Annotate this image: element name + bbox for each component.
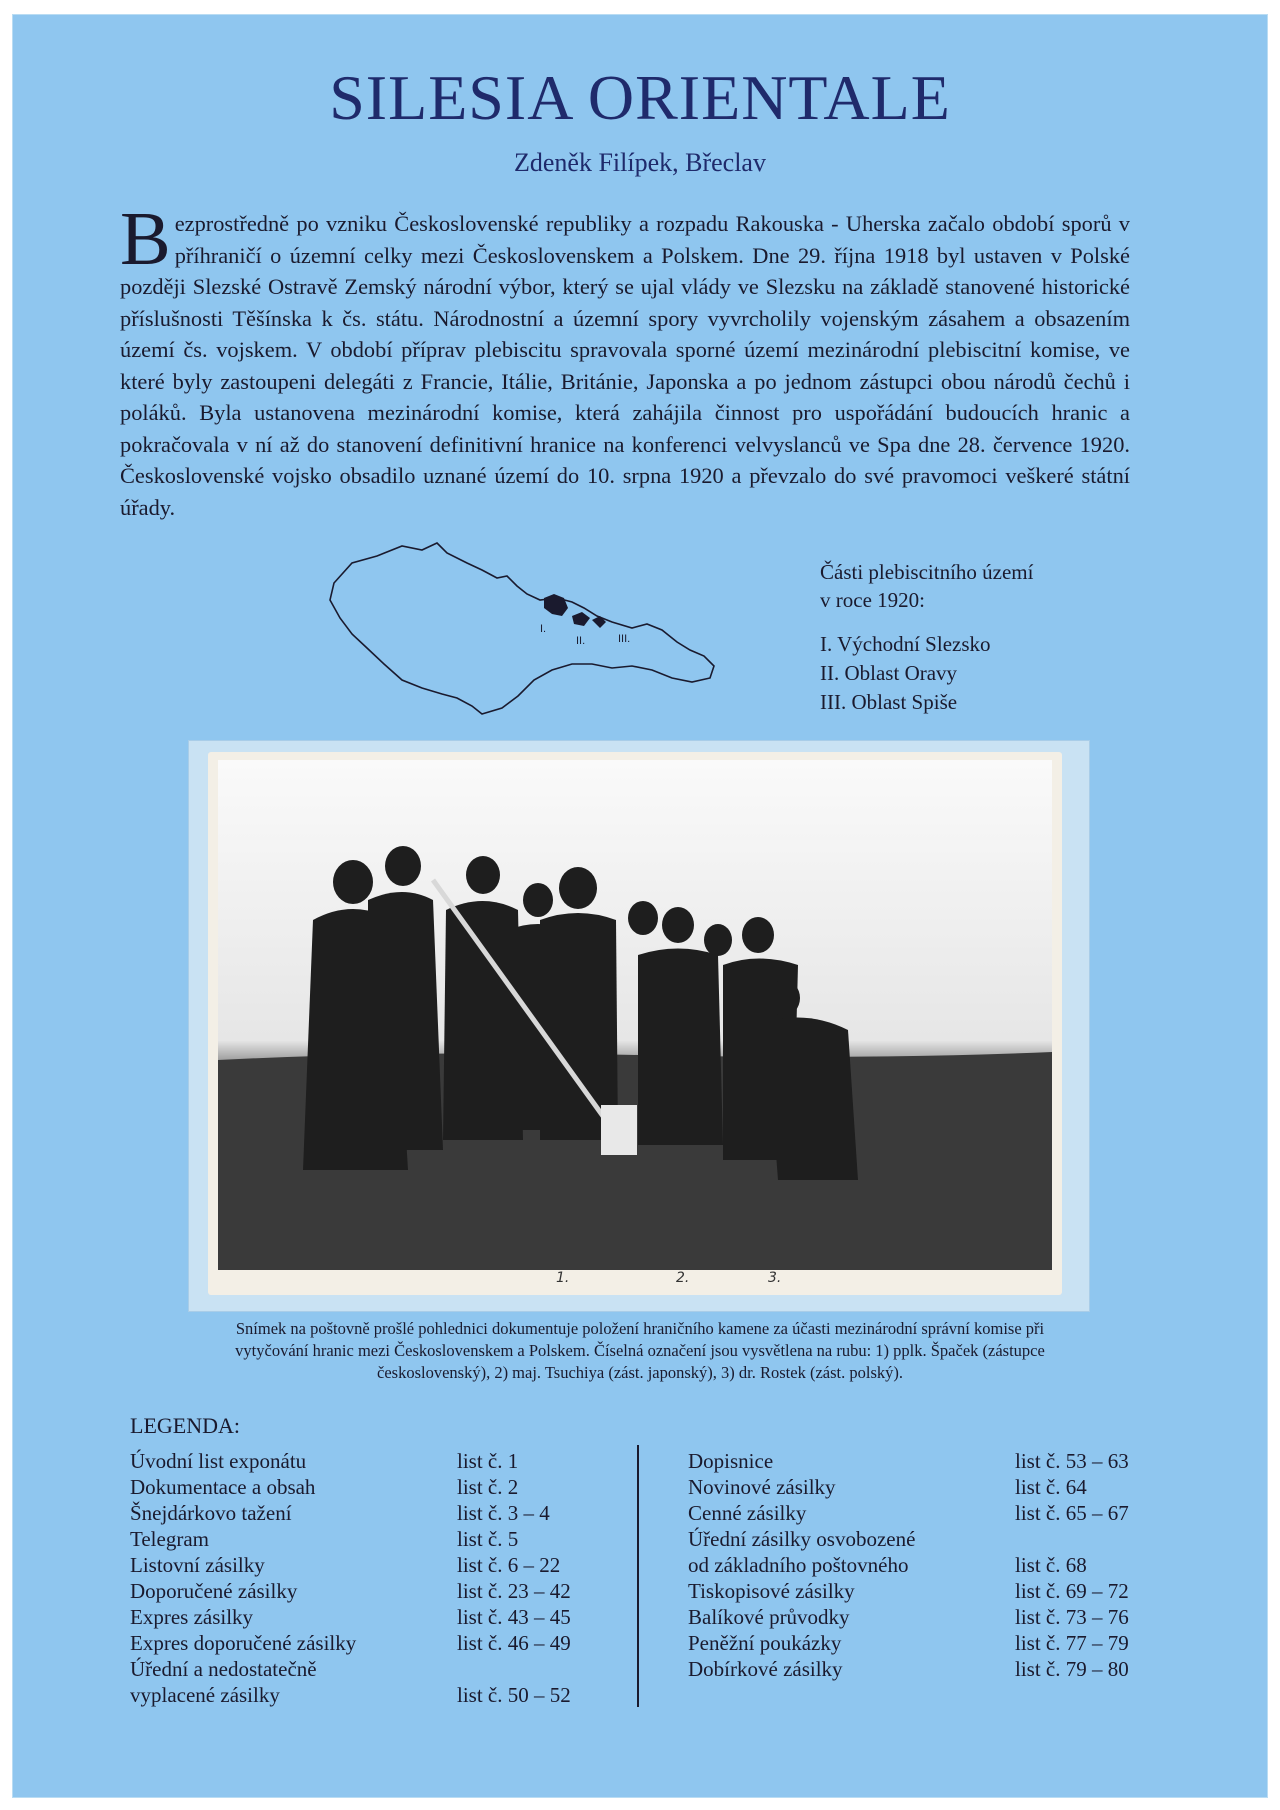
map-label-ii: II. [576,635,586,647]
legend-row [130,1656,571,1682]
legend-item-name: Balíkové průvodky [688,1605,850,1629]
region-ii-shape [572,612,590,626]
legend-item-sheet: list č. 5 [457,1527,519,1551]
legend-item-sheet: list č. 68 [1015,1553,1087,1577]
photo-number: 3. [768,1270,782,1286]
legend-item-name: Expres zásilky [130,1605,254,1629]
legend-row [130,1448,571,1474]
legend-item-sheet: list č. 1 [457,1449,519,1473]
legend-item-sheet: list č. 3 – 4 [457,1501,550,1525]
photo-number: 2. [676,1270,690,1286]
legend-right-column [688,1448,1129,1682]
legend-item-sheet: list č. 50 – 52 [457,1683,571,1707]
map-area-item: I. Východní Slezsko [820,632,991,656]
map-caption-title: Části plebiscitního území [820,560,1034,584]
legend-row [688,1578,1129,1604]
legend-row [130,1500,571,1526]
legend-item-name: Doporučené zásilky [130,1579,298,1603]
legend-item-sheet: list č. 73 – 76 [1015,1605,1129,1629]
legend-item-sheet: list č. 65 – 67 [1015,1501,1129,1525]
author-line: Zdeněk Filípek, Břeclav [514,148,766,177]
legend-row [130,1682,571,1708]
legend-item-name: Šnejdárkovo tažení [130,1501,292,1525]
photo-image [218,760,1052,1270]
legend-item-sheet: list č. 53 – 63 [1015,1449,1129,1473]
legend-item-name: Cenné zásilky [688,1501,807,1525]
legend-row [688,1474,1129,1500]
legend-item-sheet: list č. 6 – 22 [457,1553,561,1577]
legend-item-sheet: list č. 79 – 80 [1015,1657,1129,1681]
legend-row [688,1630,1129,1656]
map-legend [820,558,1100,717]
legend-item-name: Tiskopisové zásilky [688,1579,855,1603]
legend-row [130,1578,571,1604]
legend-left-column [130,1448,571,1708]
intro-text: ezprostředně po vzniku Československé republiky a rozpadu Rakouska - Uherska začalo období sporů v příhraničí o územní celky mezi Československem a Polskem. Dne 29. října 1918 byl ustaven v Polské později Slezské Ostravě Zemský národní výbor, který se ujal vlády ve Slezsku na základě stanovené historické příslušnosti Těšínska k čs. státu. Národnostní a územní spory vyvrcholily vojenským zásahem a obsazením území čs. vojskem. V období příprav plebiscitu spravovala sporné území mezinárodní plebiscitní komise, ve které byly zastoupeni delegáti z Francie, Itálie, Británie, Japonska a po jednom zástupci obou národů čechů i poláků. Byla ustanovena mezinárodní komise, která zahájila činnost pro uspořádání budoucích hranic a pokračovala v ní až do stanovení definitivní hranice na konferenci velvyslanců ve Spa dne 28. července 1920. Československé vojsko obsadilo uznané území do 10. srpna 1920 a převzalo do své pravomoci veškeré státní úřady. [120,211,1130,520]
photo-number-strip [208,1270,1062,1290]
legend-item-sheet: list č. 69 – 72 [1015,1579,1129,1603]
map-label-i: I. [540,623,547,635]
legend-item-sheet: list č. 2 [457,1475,519,1499]
legend-row [688,1526,1129,1552]
photo-caption: Snímek na poštovně prošlé pohlednici dokumentuje položení hraničního kamene za účasti mezinárodní správní komise při vytyčování hranic mezi Československem a Polskem. Číselná označení jsou vysvětlena na rubu: 1) pplk. Špaček (zástupce československý), 2) maj. Tsuchiya (zást. japonský), 3) dr. Rostek (zást. polský). [235,1319,1045,1382]
legend-row [688,1552,1129,1578]
intro-paragraph [120,197,1130,523]
map-area-item: II. Oblast Oravy [820,661,958,685]
region-iii-shape [592,616,606,628]
legend-row [130,1526,571,1552]
legend-row [130,1604,571,1630]
legend-item-name: Dokumentace a obsah [130,1475,316,1499]
map-caption-year: v roce 1920: [820,588,925,612]
legend-item-name: od základního poštovného [688,1553,909,1577]
legend-item-sheet: list č. 77 – 79 [1015,1631,1129,1655]
legend-item-name: Listovní zásilky [130,1553,265,1577]
legend-item-sheet: list č. 23 – 42 [457,1579,571,1603]
legend-row [688,1500,1129,1526]
legend-row [688,1604,1129,1630]
historical-photo [208,752,1062,1295]
legend-item-name: Úvodní list exponátu [130,1449,307,1473]
legend-item-name: Dobírkové zásilky [688,1657,843,1681]
page-title: SILESIA ORIENTALE [329,62,951,133]
map-label-iii: III. [618,633,631,645]
czechoslovakia-map [322,538,782,728]
boundary-stone [601,1105,637,1155]
legend-item-name: Dopisnice [688,1449,774,1473]
legend-row [688,1656,1129,1682]
czechoslovakia-outline [330,543,714,714]
region-i-shape [544,594,568,616]
legend-item-name: Peněžní poukázky [688,1631,842,1655]
photo-number: 1. [556,1270,570,1286]
legend-row [688,1448,1129,1474]
legend-row [130,1474,571,1500]
map-area-list [820,630,1100,717]
legend-row [130,1630,571,1656]
legend-title: LEGENDA: [130,1413,240,1438]
legend-item-sheet: list č. 64 [1015,1475,1087,1499]
legend-divider [637,1445,639,1707]
legend-item-sheet: list č. 46 – 49 [457,1631,571,1655]
legend-item-name: Expres doporučené zásilky [130,1631,357,1655]
legend-row [130,1552,571,1578]
legend-item-name: vyplacené zásilky [130,1683,280,1707]
map-area-item: III. Oblast Spiše [820,690,958,714]
legend-item-sheet: list č. 43 – 45 [457,1605,571,1629]
legend-item-name: Úřední a nedostatečně [130,1657,317,1681]
legend-item-name: Novinové zásilky [688,1475,836,1499]
legend-item-name: Úřední zásilky osvobozené [688,1527,916,1551]
drop-cap: B [120,197,171,281]
legend-item-name: Telegram [130,1527,209,1551]
